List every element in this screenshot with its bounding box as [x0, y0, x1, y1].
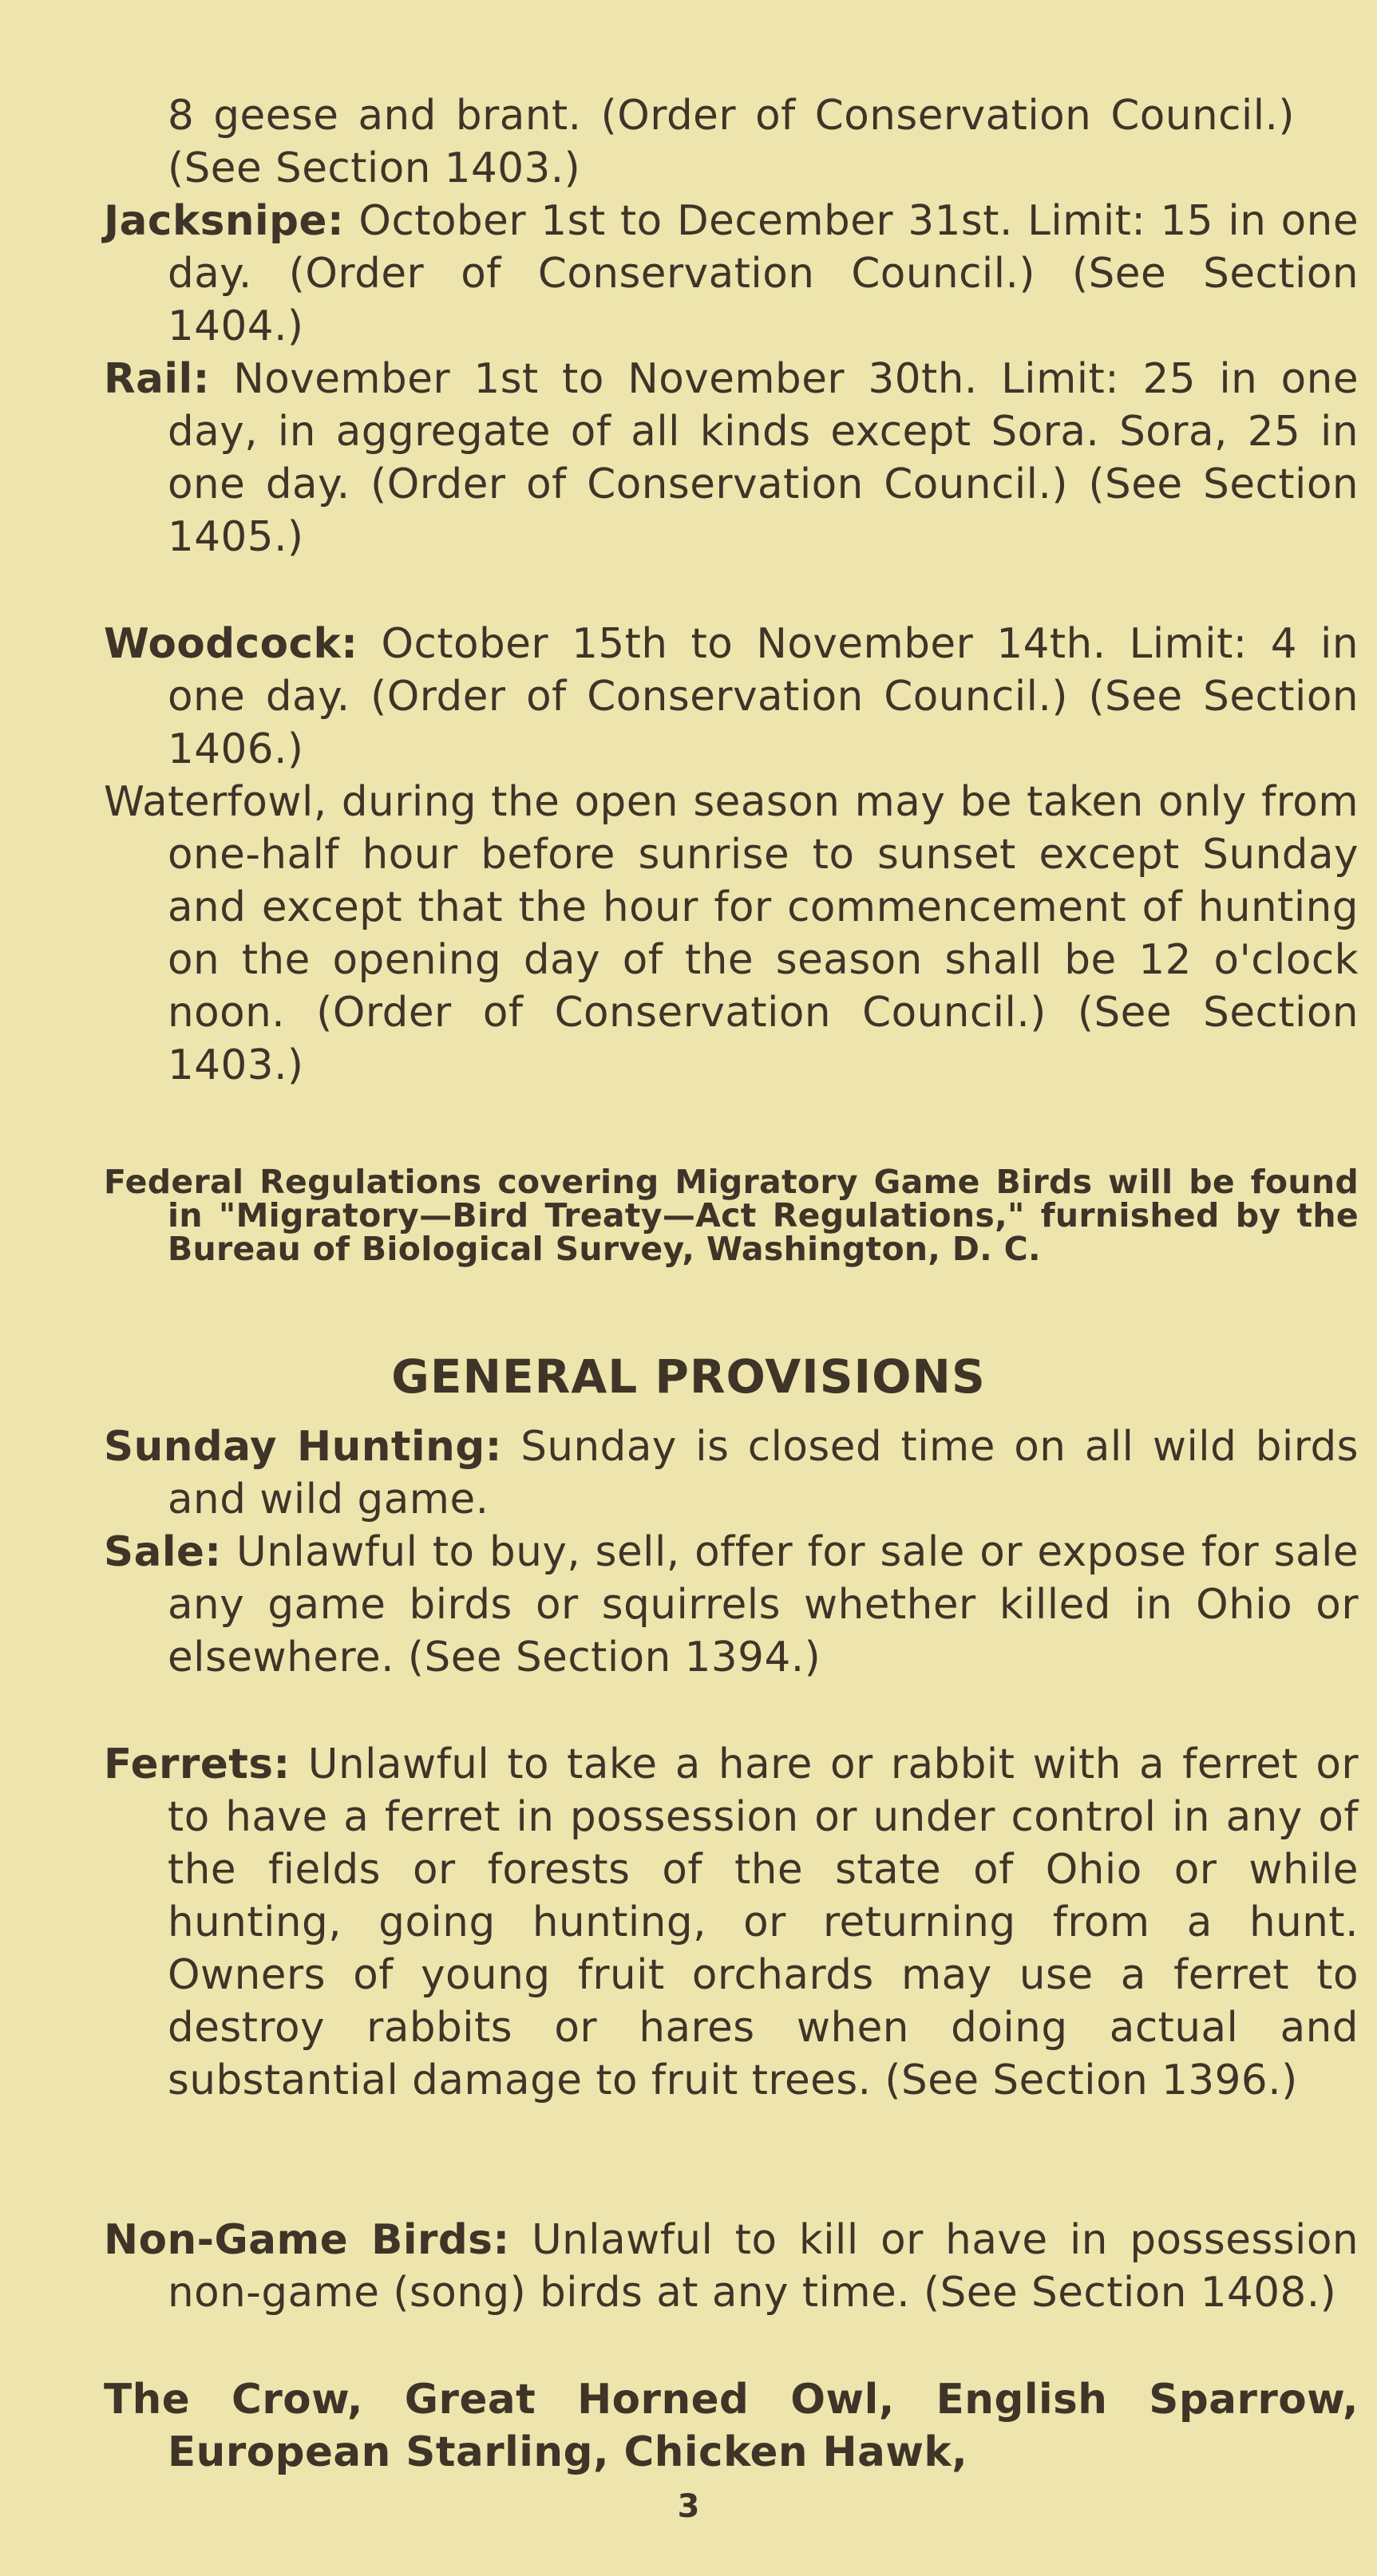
provision-term: The Crow, Great Horned Owl, English Sparrow, European Starling, Chicken Hawk, [104, 2376, 1359, 2476]
provision-term: Sale: [104, 1528, 222, 1576]
entry-text: 8 geese and brant. (Order of Conservation Council.) (See Section 1403.) [168, 92, 1295, 192]
entry-rail [104, 353, 1359, 563]
provision-text: Unlawful to buy, sell, offer for sale or expose for sale any game birds or squirrels whether killed in Ohio or elsewhere. (See Section 1394.) [168, 1528, 1359, 1681]
provision-predator-birds [104, 2373, 1359, 2479]
entry-jacksnipe [104, 195, 1359, 353]
provision-text: Unlawful to kill or have in possession non-game (song) birds at any time. (See Section 1408.) [168, 2216, 1359, 2317]
provision-term: Sunday Hunting: [104, 1423, 502, 1471]
entry-term: Jacksnipe: [104, 197, 345, 245]
entry-term: Woodcock: [104, 620, 358, 668]
provision-non-game-birds [104, 2214, 1359, 2319]
entry-text: October 15th to November 14th. Limit: 4 in one day. (Order of Conservation Council.) (See Section 1406.) [168, 620, 1359, 773]
entry-text: November 1st to November 30th. Limit: 25 in one day, in aggregate of all kinds except Sora. Sora, 25 in one day. (Order of Conservation Council.) (See Section 1405.) [168, 355, 1359, 561]
provision-text: Sunday is closed time on all wild birds and wild game. [168, 1423, 1359, 1523]
provision-term: Ferrets: [104, 1740, 291, 1788]
provision-term: Non-Game Birds: [104, 2216, 510, 2264]
entry-text: October 1st to December 31st. Limit: 15 in one day. (Order of Conservation Council.) (See Section 1404.) [168, 197, 1359, 350]
provision-sunday-hunting [104, 1420, 1359, 1526]
entry-woodcock [104, 618, 1359, 776]
entry-waterfowl-hours [104, 776, 1359, 1092]
section-heading: GENERAL PROVISIONS [391, 1349, 986, 1404]
entry-text: Waterfowl, during the open season may be taken only from one-half hour before sunrise to sunset except Sunday and except that the hour for commencement of hunting on the opening day of the season shall be 12 o'clock noon. (Order of Conservation Council.) (See Section 1403.) [104, 778, 1359, 1089]
page-number: 3 [677, 2488, 700, 2525]
provision-sale [104, 1526, 1359, 1684]
waterfowl-limit-continuation [168, 89, 1295, 195]
federal-regulations-note: Federal Regulations covering Migratory Game Birds will be found in "Migratory—Bird Treaty—Act Regulations," furnished by the Bureau of Biological Survey, Washington, D. C. [104, 1163, 1359, 1268]
provision-ferrets [104, 1738, 1359, 2107]
entry-term: Rail: [104, 355, 210, 403]
provision-text: Unlawful to take a hare or rabbit with a ferret or to have a ferret in possession or under control in any of the fields or forests of the state of Ohio or while hunting, going hunting, or returning from a hunt. Owners of young fruit orchards may use a ferret to destroy rabbits or hares when doing actual and substantial damage to fruit trees. (See Section 1396.) [168, 1740, 1359, 2104]
